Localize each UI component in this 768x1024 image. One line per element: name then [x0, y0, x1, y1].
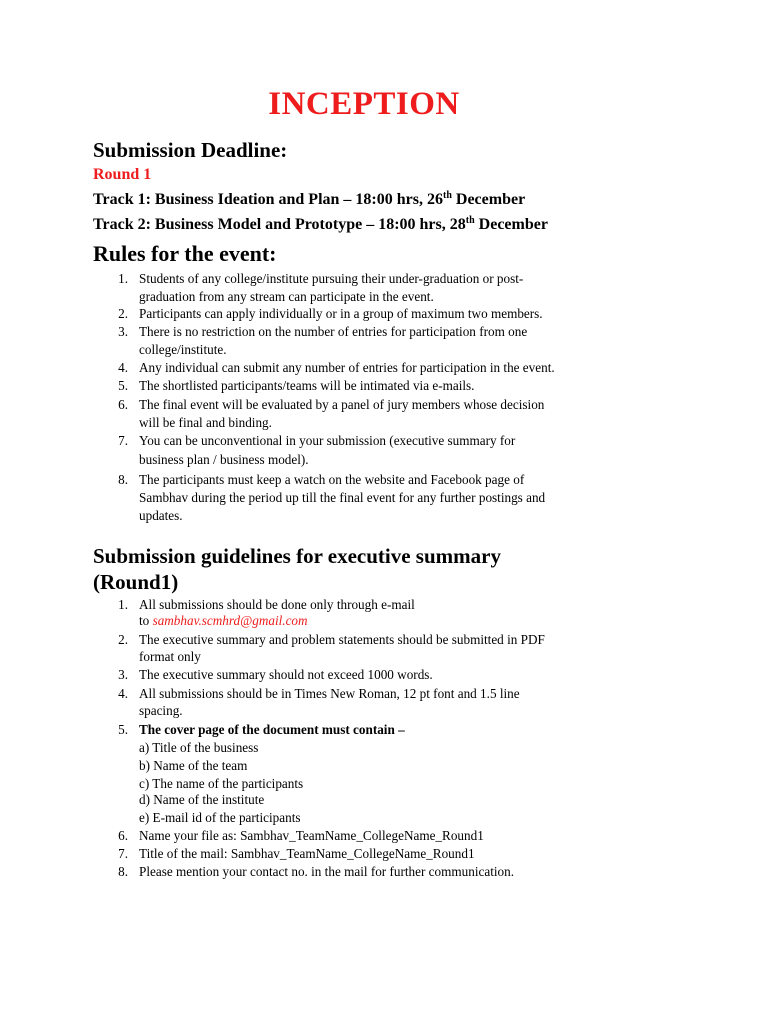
guideline-text: Title of the mail: Sambhav_TeamName_CollegeName_Round1: [139, 846, 475, 861]
guideline-number: 7.: [118, 846, 128, 861]
rule-text: business plan / business model).: [139, 452, 309, 467]
guideline-text-bold: The cover page of the document must contain –: [139, 722, 405, 737]
guidelines-heading: Submission guidelines for executive summary: [93, 544, 501, 568]
rule-number: 4.: [118, 360, 128, 375]
rule-text: updates.: [139, 508, 183, 523]
track-2-line: Track 2: Business Model and Prototype – 18:00 hrs, 28th December: [93, 215, 548, 233]
rule-number: 7.: [118, 433, 128, 448]
rule-number: 1.: [118, 271, 128, 286]
rule-number: 5.: [118, 378, 128, 393]
rule-number: 2.: [118, 306, 128, 321]
rule-text: The participants must keep a watch on the website and Facebook page of: [139, 472, 525, 487]
submission-email-link[interactable]: sambhav.scmhrd@gmail.com: [152, 613, 308, 628]
rule-text: Sambhav during the period up till the final event for any further postings and: [139, 490, 546, 505]
rule-text: The final event will be evaluated by a panel of jury members whose decision: [139, 397, 545, 412]
rule-number: 6.: [118, 397, 128, 412]
rule-text: You can be unconventional in your submission (executive summary for: [139, 433, 516, 448]
guideline-text: Please mention your contact no. in the mail for further communication.: [139, 864, 515, 879]
document-title: INCEPTION: [268, 86, 460, 122]
guideline-text: All submissions should be done only through e-mail: [139, 597, 415, 612]
rule-text: graduation from any stream can participate in the event.: [139, 289, 434, 304]
rules-heading: Rules for the event:: [93, 241, 277, 266]
guideline-number: 3.: [118, 667, 128, 682]
guideline-text: format only: [139, 649, 201, 664]
rule-text: Students of any college/institute pursuing their under-graduation or post-: [139, 271, 524, 286]
track-1-line: Track 1: Business Ideation and Plan – 18:00 hrs, 26th December: [93, 190, 526, 208]
guideline-number: 6.: [118, 828, 128, 843]
guideline-number: 4.: [118, 686, 128, 701]
guideline-number: 2.: [118, 632, 128, 647]
rule-text: Participants can apply individually or in a group of maximum two members.: [139, 306, 543, 321]
guideline-number: 1.: [118, 597, 128, 612]
rule-text: There is no restriction on the number of entries for participation from one: [139, 324, 528, 339]
rule-text: will be final and binding.: [139, 415, 272, 430]
cover-item: a) Title of the business: [139, 740, 259, 755]
guideline-email-line: to sambhav.scmhrd@gmail.com: [139, 613, 308, 628]
rule-number: 3.: [118, 324, 128, 339]
guideline-number: 5.: [118, 722, 128, 737]
cover-item: b) Name of the team: [139, 758, 248, 773]
guideline-number: 8.: [118, 864, 128, 879]
cover-item: d) Name of the institute: [139, 792, 265, 807]
guideline-text: The executive summary should not exceed 1000 words.: [139, 667, 433, 682]
rule-text: Any individual can submit any number of entries for participation in the event.: [139, 360, 555, 375]
cover-item: c) The name of the participants: [139, 776, 304, 791]
submission-deadline-heading: Submission Deadline:: [93, 138, 288, 162]
rule-number: 8.: [118, 472, 128, 487]
cover-item: e) E-mail id of the participants: [139, 810, 301, 825]
rule-text: college/institute.: [139, 342, 227, 357]
guideline-text: spacing.: [139, 703, 183, 718]
guideline-text: Name your file as: Sambhav_TeamName_CollegeName_Round1: [139, 828, 484, 843]
guidelines-heading-round: (Round1): [93, 570, 179, 594]
round-label: Round 1: [93, 166, 152, 183]
rule-text: The shortlisted participants/teams will be intimated via e-mails.: [139, 378, 475, 393]
guideline-text: The executive summary and problem statements should be submitted in PDF: [139, 632, 545, 647]
guideline-text: All submissions should be in Times New Roman, 12 pt font and 1.5 line: [139, 686, 520, 701]
